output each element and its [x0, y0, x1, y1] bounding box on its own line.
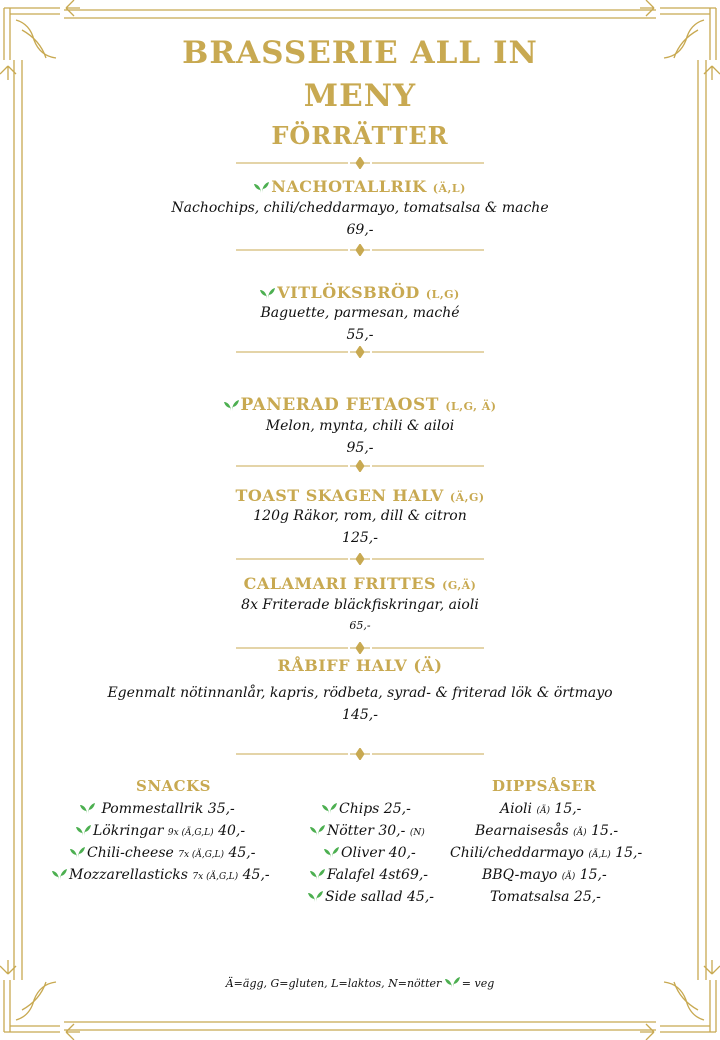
restaurant-title: BRASSERIE ALL IN [182, 35, 538, 71]
leaf-icon [52, 869, 67, 880]
diamond-ornament-icon [236, 553, 484, 565]
dip-price: 15,- [554, 801, 582, 817]
dips-heading: DIPPSÅSER [492, 777, 597, 795]
diamond-ornament-icon [236, 157, 484, 169]
dip-item [475, 823, 618, 839]
diamond-ornament-icon [236, 642, 484, 654]
dip-name: Chili/cheddarmayo [450, 845, 584, 861]
side-item-text: Chips 25,- [339, 801, 411, 817]
dish-title-rabiff [0, 656, 720, 675]
allergen-tag: (Ä,L) [432, 182, 466, 195]
allergen-tag: (Ä) [536, 806, 550, 816]
section-title: FÖRRÄTTER [271, 121, 449, 150]
leaf-icon [80, 803, 95, 814]
leaf-icon [70, 847, 85, 858]
dip-name: Aioli [500, 801, 532, 817]
dish-name: TOAST SKAGEN HALV [235, 486, 444, 505]
leaf-icon [322, 803, 337, 814]
dish-name: RÅBIFF HALV [277, 656, 408, 675]
snack-price: 35,- [207, 801, 235, 817]
leaf-icon [76, 825, 91, 836]
snack-item [80, 801, 235, 817]
snack-name: Mozzarellasticks [69, 867, 188, 883]
allergen-tag: (G,Ä) [442, 579, 477, 592]
allergen-tag: (Ä) [573, 828, 587, 838]
dish-description: Nachochips, chili/cheddarmayo, tomatsalsa & mache [171, 200, 549, 216]
dip-item [490, 889, 601, 905]
side-item [308, 889, 434, 905]
dip-price: 15,- [615, 845, 643, 861]
dish-price: 55,- [346, 327, 374, 343]
dish-description: Baguette, parmesan, maché [260, 305, 460, 321]
snack-item [76, 823, 245, 839]
side-item-text: Falafel 4st69,- [327, 867, 429, 883]
snack-name: Lökringar [93, 823, 164, 839]
leaf-icon [308, 891, 323, 902]
dish-price: 65,- [349, 619, 371, 632]
allergen-tag: (N) [409, 828, 425, 838]
allergen-tag: 7x (Ä,G,L) [178, 850, 225, 860]
dish-title-panerad-fetaost [0, 395, 720, 415]
dish-title-toast-skagen [0, 486, 720, 505]
leaf-icon [324, 847, 339, 858]
dish-name: NACHOTALLRIK [271, 177, 427, 196]
legend-text: Ä=ägg, G=gluten, L=laktos, N=nötter [225, 977, 442, 990]
allergen-tag: (L,G, Ä) [445, 400, 497, 413]
dish-name: PANERAD FETAOST [240, 395, 439, 415]
menu-title: MENY [303, 78, 417, 114]
diamond-ornament-icon [236, 244, 484, 256]
dish-description: Egenmalt nötinnanlår, kapris, rödbeta, syrad- & friterad lök & örtmayo [107, 685, 613, 701]
allergen-tag: (L,G) [425, 288, 460, 301]
dish-price: 95,- [346, 440, 374, 456]
snack-item [52, 867, 270, 883]
leaf-icon [310, 825, 325, 836]
leaf-icon [260, 288, 275, 299]
allergen-tag: 7x (Ä,G,L) [192, 872, 239, 882]
leaf-icon [224, 400, 239, 411]
dish-price: 145,- [342, 707, 378, 723]
dish-description: Melon, mynta, chili & ailoi [265, 418, 455, 434]
snack-price: 45,- [228, 845, 256, 861]
allergen-legend [0, 977, 720, 990]
side-item [310, 823, 425, 839]
allergen-tag: (Ä) [413, 656, 443, 675]
allergen-tag: (Ä,G) [449, 491, 485, 504]
snacks-heading: SNACKS [136, 777, 211, 795]
dip-price: 15,- [579, 867, 607, 883]
side-item-text: Oliver 40,- [341, 845, 416, 861]
diamond-ornament-icon [236, 748, 484, 760]
side-item [324, 845, 416, 861]
dip-price: 15.- [591, 823, 619, 839]
leaf-icon [310, 869, 325, 880]
dip-name: BBQ-mayo [482, 867, 558, 883]
dish-price: 125,- [342, 530, 378, 546]
allergen-tag: (Ä) [561, 872, 576, 882]
snack-price: 40,- [218, 823, 246, 839]
diamond-ornament-icon [236, 346, 484, 358]
dish-title-nachotallrik [0, 177, 720, 196]
dip-name: Bearnaisesås [475, 823, 569, 839]
snack-name: Pommestallrik [101, 801, 204, 817]
dish-title-vitloksbrod [0, 283, 720, 302]
dip-item [500, 801, 581, 817]
veg-legend: = veg [461, 977, 495, 990]
dip-item [450, 845, 642, 861]
dish-description: 8x Friterade bläckfiskringar, aioli [241, 597, 479, 613]
dip-name: Tomatsalsa [490, 889, 570, 905]
side-item [322, 801, 411, 817]
diamond-ornament-icon [236, 460, 484, 472]
dish-price: 69,- [346, 222, 374, 238]
allergen-tag: 9x (Ä,G,L) [167, 828, 214, 838]
snack-item [70, 845, 255, 861]
side-item [310, 867, 428, 883]
snack-price: 45,- [242, 867, 270, 883]
dish-name: VITLÖKSBRÖD [277, 283, 420, 302]
side-item-text: Side sallad 45,- [325, 889, 435, 905]
side-item-text: Nötter 30,- [327, 823, 406, 839]
snack-name: Chili-cheese [87, 845, 174, 861]
dip-price: 25,- [573, 889, 601, 905]
dish-title-calamari [0, 574, 720, 593]
dip-item [482, 867, 607, 883]
leaf-icon [445, 977, 460, 988]
allergen-tag: (Ä,L) [588, 850, 611, 860]
dish-name: CALAMARI FRITTES [243, 574, 437, 593]
dish-description: 120g Räkor, rom, dill & citron [253, 508, 467, 524]
leaf-icon [254, 182, 269, 193]
